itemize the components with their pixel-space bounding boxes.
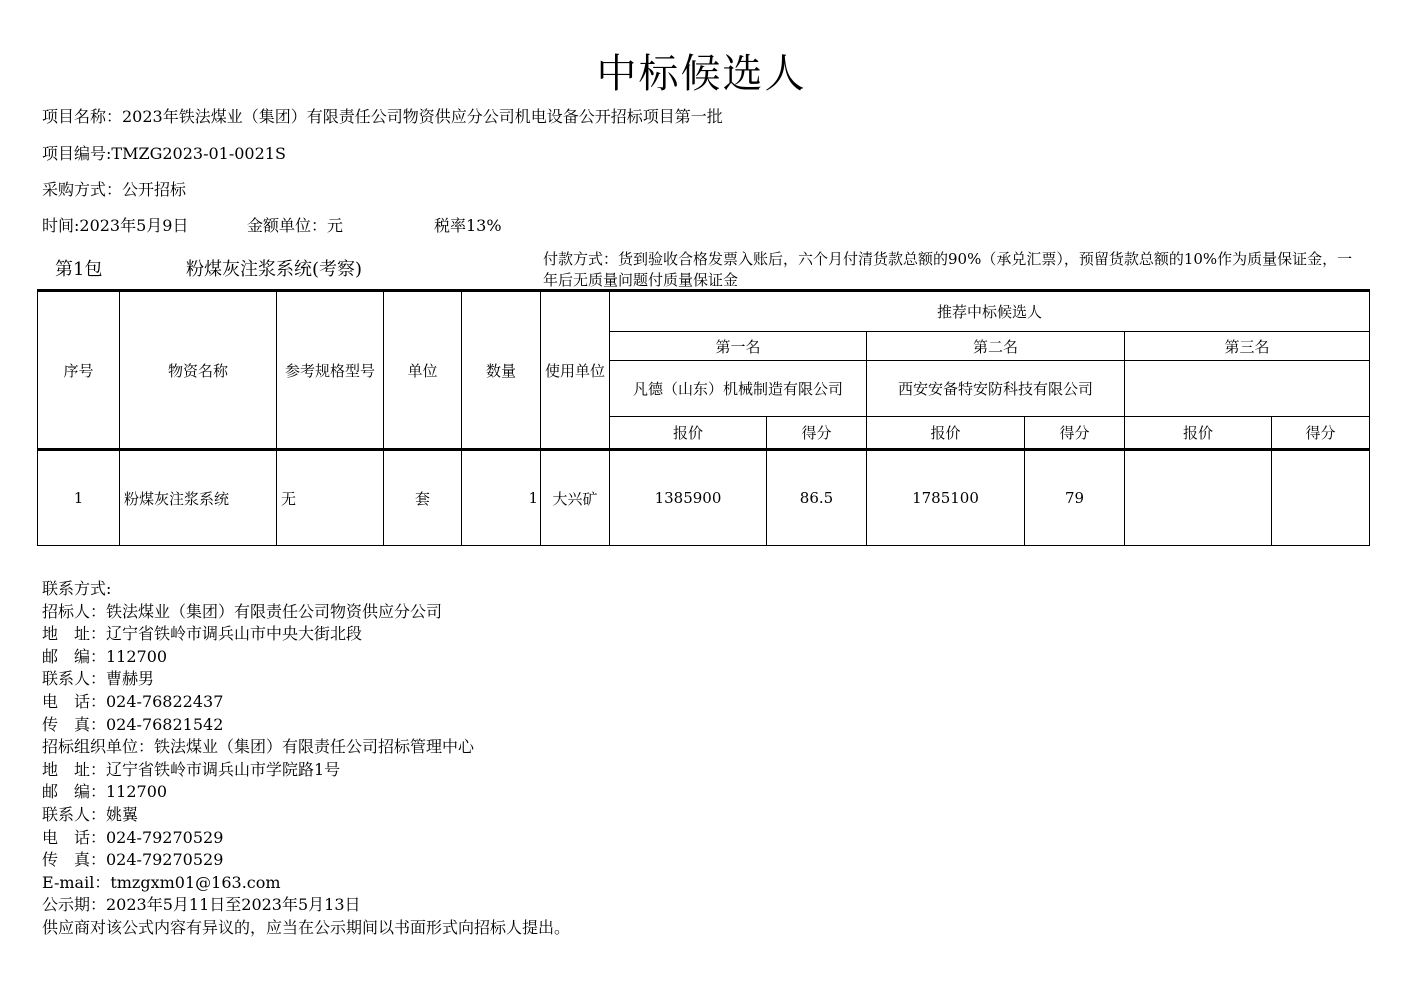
payment-terms: 付款方式：货到验收合格发票入账后，六个月付清货款总额的90%（承兑汇票），预留货款总额的10%作为质量保证金，一年后无质量问题付质量保证金 (543, 250, 1353, 289)
agency-postcode: 邮 编：112700 (42, 782, 168, 802)
header-score-2: 得分 (1025, 417, 1125, 450)
procurement-method: 采购方式：公开招标 (42, 180, 187, 199)
cell-score-1: 86.5 (767, 450, 867, 546)
cell-material-name: 粉煤灰注浆系统 (120, 450, 277, 546)
header-no: 序号 (38, 291, 120, 450)
cell-price-2: 1785100 (867, 450, 1025, 546)
header-user-unit: 使用单位 (541, 291, 610, 450)
candidate-second: 西安安备特安防科技有限公司 (867, 361, 1125, 417)
cell-price-1: 1385900 (610, 450, 767, 546)
tax-rate: 税率13% (434, 216, 502, 235)
package-name: 粉煤灰注浆系统(考察) (186, 259, 363, 280)
objection-notice: 供应商对该公式内容有异议的，应当在公示期间以书面形式向招标人提出。 (42, 917, 571, 937)
contact-info (42, 578, 570, 940)
tenderer-fax: 传 真：024-76821542 (42, 714, 224, 734)
project-code: 项目编号:TMZG2023-01-0021S (42, 144, 286, 163)
header-material-name: 物资名称 (120, 291, 277, 450)
header-price-2: 报价 (867, 417, 1025, 450)
header-score-1: 得分 (767, 417, 867, 450)
header-rank-third: 第三名 (1125, 332, 1370, 361)
cell-quantity: 1 (462, 450, 541, 546)
agency-contact-person: 联系人：姚翼 (42, 804, 139, 824)
header-unit: 单位 (384, 291, 462, 450)
cell-price-3 (1125, 450, 1272, 546)
agency-email: E-mail：tmzgxm01@163.com (42, 872, 281, 892)
cell-score-3 (1272, 450, 1370, 546)
cell-spec: 无 (277, 450, 384, 546)
tenderer-postcode: 邮 编：112700 (42, 646, 168, 666)
page-title: 中标候选人 (596, 51, 807, 97)
cell-unit: 套 (384, 450, 462, 546)
agency-phone: 电 话：024-79270529 (42, 827, 224, 847)
candidate-first: 凡德（山东）机械制造有限公司 (610, 361, 867, 417)
table-row (38, 450, 1370, 546)
header-rank-second: 第二名 (867, 332, 1125, 361)
agency-fax: 传 真：024-79270529 (42, 850, 224, 870)
header-recommended: 推荐中标候选人 (610, 291, 1370, 332)
agency-address: 地 址：辽宁省铁岭市调兵山市学院路1号 (42, 759, 341, 779)
package-label: 第1包 (55, 259, 103, 280)
tenderer-phone: 电 话：024-76822437 (42, 691, 224, 711)
header-price-3: 报价 (1125, 417, 1272, 450)
announce-time: 时间:2023年5月9日 (42, 216, 189, 235)
header-score-3: 得分 (1272, 417, 1370, 450)
publicity-period: 公示期：2023年5月11日至2023年5月13日 (42, 895, 361, 915)
header-spec: 参考规格型号 (277, 291, 384, 450)
header-price-1: 报价 (610, 417, 767, 450)
header-quantity: 数量 (462, 291, 541, 450)
candidate-third (1125, 361, 1370, 417)
tenderer: 招标人：铁法煤业（集团）有限责任公司物资供应分公司 (42, 601, 443, 621)
currency-unit: 金额单位：元 (247, 216, 344, 235)
tenderer-address: 地 址：辽宁省铁岭市调兵山市中央大街北段 (42, 624, 363, 644)
tenderer-contact-person: 联系人：曹赫男 (42, 669, 155, 689)
contact-heading: 联系方式: (42, 579, 112, 598)
agency: 招标组织单位：铁法煤业（集团）有限责任公司招标管理中心 (42, 737, 475, 757)
project-name: 项目名称：2023年铁法煤业（集团）有限责任公司物资供应分公司机电设备公开招标项目第一批 (42, 107, 723, 126)
header-rank-first: 第一名 (610, 332, 867, 361)
cell-no: 1 (38, 450, 120, 546)
cell-user-unit: 大兴矿 (541, 450, 610, 546)
cell-score-2: 79 (1025, 450, 1125, 546)
candidate-table (37, 289, 1370, 546)
